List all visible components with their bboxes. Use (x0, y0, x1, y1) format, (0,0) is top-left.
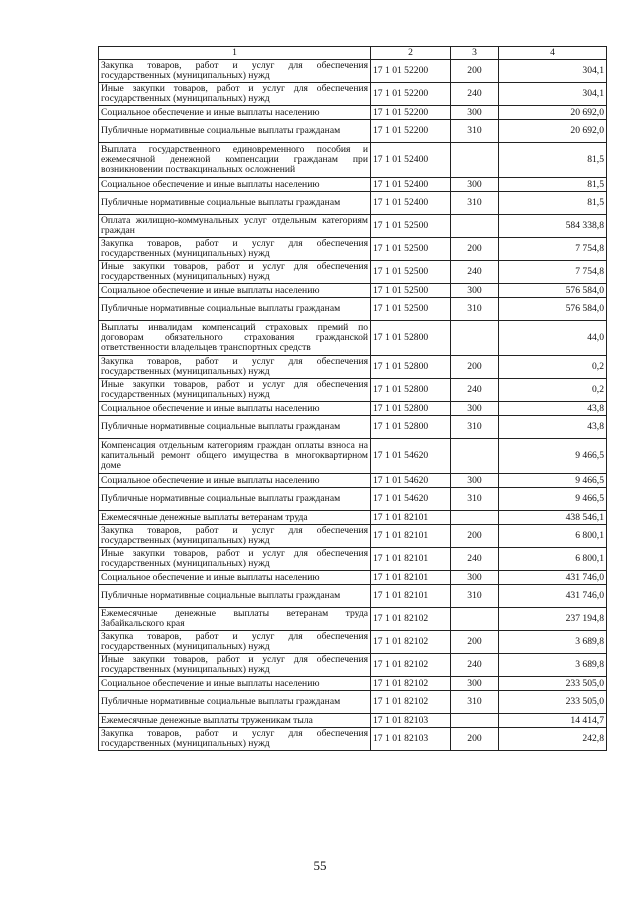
header-col-1: 1 (99, 47, 371, 60)
row-type-cell: 200 (451, 356, 499, 379)
table-row (99, 548, 607, 571)
table-row (99, 691, 607, 714)
table-row (99, 261, 607, 284)
row-type-cell: 200 (451, 631, 499, 654)
table-row (99, 238, 607, 261)
row-sum-cell: 9 466,5 (499, 439, 607, 474)
row-code-cell: 17 1 01 54620 (371, 474, 451, 488)
row-code-cell: 17 1 01 52800 (371, 321, 451, 356)
row-code-cell: 17 1 01 52400 (371, 143, 451, 178)
table-row (99, 215, 607, 238)
table-row (99, 511, 607, 525)
table-row (99, 379, 607, 402)
row-sum-cell: 44,0 (499, 321, 607, 356)
row-name-cell: Социальное обеспечение и иные выплаты населению (99, 571, 371, 585)
row-code-cell: 17 1 01 52500 (371, 298, 451, 321)
row-sum-cell: 3 689,8 (499, 654, 607, 677)
table-row (99, 571, 607, 585)
table-body (99, 60, 607, 751)
row-code-cell: 17 1 01 54620 (371, 439, 451, 474)
row-sum-cell: 7 754,8 (499, 261, 607, 284)
row-code-cell: 17 1 01 52800 (371, 402, 451, 416)
row-code-cell: 17 1 01 82102 (371, 608, 451, 631)
row-name-cell: Выплаты инвалидам компенсаций страховых премий по договорам обязательного страхования гражданской ответственности владельцев транспортных средств (99, 321, 371, 356)
row-sum-cell: 233 505,0 (499, 691, 607, 714)
table-row (99, 608, 607, 631)
row-name-cell: Ежемесячные денежные выплаты труженикам тыла (99, 714, 371, 728)
page-number: 55 (313, 858, 327, 873)
row-name-cell: Публичные нормативные социальные выплаты гражданам (99, 192, 371, 215)
row-name-cell: Публичные нормативные социальные выплаты гражданам (99, 585, 371, 608)
row-sum-cell: 20 692,0 (499, 106, 607, 120)
row-type-cell (451, 143, 499, 178)
row-name-cell: Закупка товаров, работ и услуг для обеспечения государственных (муниципальных) нужд (99, 631, 371, 654)
row-name-cell: Публичные нормативные социальные выплаты гражданам (99, 488, 371, 511)
table-row (99, 474, 607, 488)
table-header-row (99, 47, 607, 60)
row-name-cell: Публичные нормативные социальные выплаты гражданам (99, 298, 371, 321)
table-row (99, 585, 607, 608)
row-code-cell: 17 1 01 82103 (371, 714, 451, 728)
row-sum-cell: 9 466,5 (499, 474, 607, 488)
row-sum-cell: 7 754,8 (499, 238, 607, 261)
row-type-cell (451, 608, 499, 631)
row-code-cell: 17 1 01 52500 (371, 261, 451, 284)
row-sum-cell: 14 414,7 (499, 714, 607, 728)
row-code-cell: 17 1 01 52200 (371, 60, 451, 83)
row-code-cell: 17 1 01 52800 (371, 379, 451, 402)
row-name-cell: Публичные нормативные социальные выплаты гражданам (99, 120, 371, 143)
row-code-cell: 17 1 01 52200 (371, 120, 451, 143)
row-code-cell: 17 1 01 52500 (371, 238, 451, 261)
row-name-cell: Социальное обеспечение и иные выплаты населению (99, 677, 371, 691)
row-type-cell: 300 (451, 571, 499, 585)
table-row (99, 402, 607, 416)
row-type-cell: 240 (451, 261, 499, 284)
row-sum-cell: 438 546,1 (499, 511, 607, 525)
row-code-cell: 17 1 01 82101 (371, 548, 451, 571)
row-name-cell: Иные закупки товаров, работ и услуг для обеспечения государственных (муниципальных) нужд (99, 83, 371, 106)
row-type-cell: 240 (451, 83, 499, 106)
table-row (99, 143, 607, 178)
table-row (99, 416, 607, 439)
row-name-cell: Социальное обеспечение и иные выплаты населению (99, 106, 371, 120)
row-type-cell: 300 (451, 402, 499, 416)
row-type-cell: 310 (451, 120, 499, 143)
row-code-cell: 17 1 01 82101 (371, 525, 451, 548)
row-name-cell: Социальное обеспечение и иные выплаты населению (99, 284, 371, 298)
row-type-cell: 200 (451, 728, 499, 751)
row-sum-cell: 20 692,0 (499, 120, 607, 143)
row-type-cell: 240 (451, 379, 499, 402)
table-row (99, 654, 607, 677)
header-col-4: 4 (499, 47, 607, 60)
row-sum-cell: 576 584,0 (499, 284, 607, 298)
row-code-cell: 17 1 01 82101 (371, 585, 451, 608)
row-name-cell: Закупка товаров, работ и услуг для обеспечения государственных (муниципальных) нужд (99, 356, 371, 379)
row-sum-cell: 43,8 (499, 402, 607, 416)
row-code-cell: 17 1 01 82101 (371, 511, 451, 525)
row-sum-cell: 584 338,8 (499, 215, 607, 238)
row-name-cell: Ежемесячные денежные выплаты ветеранам труда (99, 511, 371, 525)
row-sum-cell: 3 689,8 (499, 631, 607, 654)
row-sum-cell: 9 466,5 (499, 488, 607, 511)
row-type-cell: 300 (451, 284, 499, 298)
row-code-cell: 17 1 01 82101 (371, 571, 451, 585)
table-row (99, 525, 607, 548)
row-type-cell: 300 (451, 178, 499, 192)
row-sum-cell: 6 800,1 (499, 548, 607, 571)
row-code-cell: 17 1 01 52800 (371, 416, 451, 439)
row-code-cell: 17 1 01 52400 (371, 178, 451, 192)
table-row (99, 298, 607, 321)
row-sum-cell: 6 800,1 (499, 525, 607, 548)
table-row (99, 714, 607, 728)
row-type-cell: 200 (451, 525, 499, 548)
row-code-cell: 17 1 01 52200 (371, 83, 451, 106)
row-name-cell: Ежемесячные денежные выплаты ветеранам труда Забайкальского края (99, 608, 371, 631)
row-name-cell: Иные закупки товаров, работ и услуг для обеспечения государственных (муниципальных) нужд (99, 654, 371, 677)
row-name-cell: Публичные нормативные социальные выплаты гражданам (99, 691, 371, 714)
row-sum-cell: 304,1 (499, 83, 607, 106)
row-sum-cell: 81,5 (499, 178, 607, 192)
table-row (99, 356, 607, 379)
row-type-cell (451, 439, 499, 474)
row-type-cell (451, 321, 499, 356)
row-code-cell: 17 1 01 82102 (371, 654, 451, 677)
row-type-cell: 310 (451, 488, 499, 511)
table-row (99, 83, 607, 106)
row-type-cell: 240 (451, 548, 499, 571)
row-sum-cell: 242,8 (499, 728, 607, 751)
table-row (99, 677, 607, 691)
row-name-cell: Социальное обеспечение и иные выплаты населению (99, 402, 371, 416)
row-type-cell: 310 (451, 298, 499, 321)
row-name-cell: Закупка товаров, работ и услуг для обеспечения государственных (муниципальных) нужд (99, 728, 371, 751)
row-name-cell: Иные закупки товаров, работ и услуг для обеспечения государственных (муниципальных) нужд (99, 261, 371, 284)
row-type-cell (451, 511, 499, 525)
row-name-cell: Социальное обеспечение и иные выплаты населению (99, 474, 371, 488)
table-row (99, 439, 607, 474)
budget-table (98, 46, 607, 751)
row-sum-cell: 304,1 (499, 60, 607, 83)
row-type-cell (451, 215, 499, 238)
row-name-cell: Социальное обеспечение и иные выплаты населению (99, 178, 371, 192)
row-type-cell: 300 (451, 474, 499, 488)
row-type-cell: 310 (451, 585, 499, 608)
row-code-cell: 17 1 01 52200 (371, 106, 451, 120)
table-row (99, 60, 607, 83)
row-type-cell: 310 (451, 416, 499, 439)
row-sum-cell: 0,2 (499, 356, 607, 379)
row-sum-cell: 43,8 (499, 416, 607, 439)
row-code-cell: 17 1 01 82102 (371, 677, 451, 691)
table-row (99, 106, 607, 120)
header-col-3: 3 (451, 47, 499, 60)
row-code-cell: 17 1 01 82102 (371, 631, 451, 654)
row-sum-cell: 81,5 (499, 143, 607, 178)
row-code-cell: 17 1 01 52800 (371, 356, 451, 379)
row-name-cell: Закупка товаров, работ и услуг для обеспечения государственных (муниципальных) нужд (99, 60, 371, 83)
row-code-cell: 17 1 01 54620 (371, 488, 451, 511)
row-sum-cell: 233 505,0 (499, 677, 607, 691)
row-name-cell: Оплата жилищно-коммунальных услуг отдельным категориям граждан (99, 215, 371, 238)
table-row (99, 631, 607, 654)
table-row (99, 192, 607, 215)
header-col-2: 2 (371, 47, 451, 60)
row-sum-cell: 576 584,0 (499, 298, 607, 321)
row-type-cell: 200 (451, 238, 499, 261)
row-type-cell: 310 (451, 192, 499, 215)
row-name-cell: Выплата государственного единовременного пособия и ежемесячной денежной компенсации гражданам при возникновении поствакцинальных осложнений (99, 143, 371, 178)
table-row (99, 488, 607, 511)
row-name-cell: Иные закупки товаров, работ и услуг для обеспечения государственных (муниципальных) нужд (99, 379, 371, 402)
row-sum-cell: 0,2 (499, 379, 607, 402)
row-type-cell: 240 (451, 654, 499, 677)
table-row (99, 728, 607, 751)
row-sum-cell: 81,5 (499, 192, 607, 215)
row-code-cell: 17 1 01 82102 (371, 691, 451, 714)
row-name-cell: Иные закупки товаров, работ и услуг для обеспечения государственных (муниципальных) нужд (99, 548, 371, 571)
row-type-cell (451, 714, 499, 728)
row-name-cell: Закупка товаров, работ и услуг для обеспечения государственных (муниципальных) нужд (99, 525, 371, 548)
table-row (99, 120, 607, 143)
row-name-cell: Закупка товаров, работ и услуг для обеспечения государственных (муниципальных) нужд (99, 238, 371, 261)
row-name-cell: Компенсация отдельным категориям граждан оплаты взноса на капитальный ремонт общего имущества в многоквартирном доме (99, 439, 371, 474)
row-type-cell: 310 (451, 691, 499, 714)
row-type-cell: 300 (451, 677, 499, 691)
row-sum-cell: 431 746,0 (499, 585, 607, 608)
table-row (99, 321, 607, 356)
row-sum-cell: 237 194,8 (499, 608, 607, 631)
row-type-cell: 300 (451, 106, 499, 120)
row-code-cell: 17 1 01 52500 (371, 284, 451, 298)
table-row (99, 284, 607, 298)
row-type-cell: 200 (451, 60, 499, 83)
row-name-cell: Публичные нормативные социальные выплаты гражданам (99, 416, 371, 439)
row-code-cell: 17 1 01 52500 (371, 215, 451, 238)
table-row (99, 178, 607, 192)
row-code-cell: 17 1 01 82103 (371, 728, 451, 751)
row-sum-cell: 431 746,0 (499, 571, 607, 585)
row-code-cell: 17 1 01 52400 (371, 192, 451, 215)
